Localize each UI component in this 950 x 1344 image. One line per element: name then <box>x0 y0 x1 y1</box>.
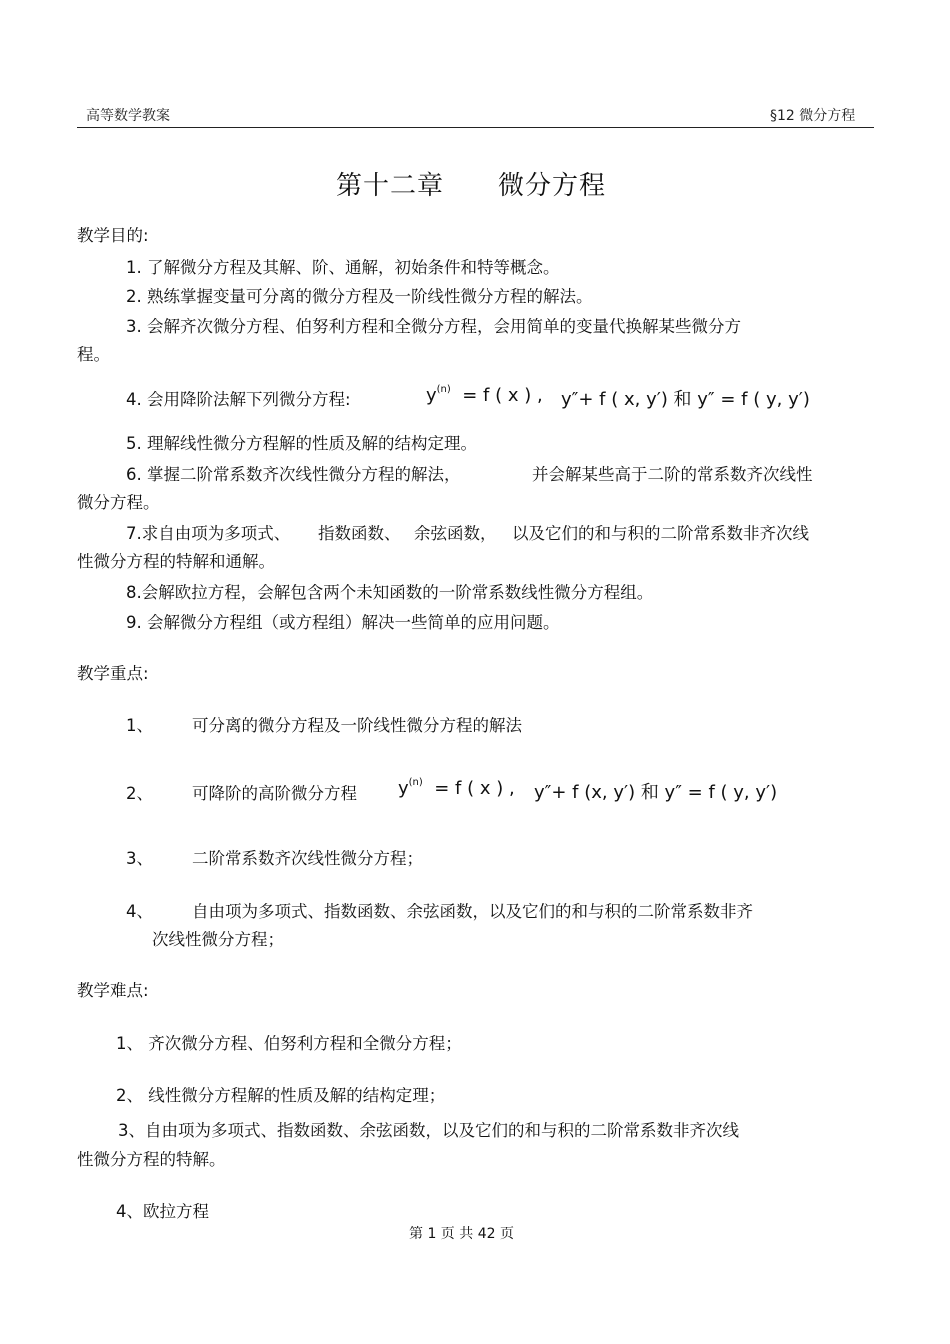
key-points-heading: 教学重点: <box>77 664 149 683</box>
key-point-item: 可降阶的高阶微分方程 <box>192 784 357 803</box>
objective-item-cont: 性微分方程的特解和通解。 <box>77 552 275 571</box>
key-point-number: 4、 <box>126 902 153 921</box>
equation-2: y″+ f ( x, y′) 和 y″ = f ( y, y′) <box>561 389 810 410</box>
chapter-number: 第十二章 <box>336 171 445 201</box>
objective-item: 3. 会解齐次微分方程、伯努利方程和全微分方程，会用简单的变量代换解某些微分方 <box>126 317 741 336</box>
key-point-item-cont: 次线性微分方程； <box>152 930 284 949</box>
objective-item: 5. 理解线性微分方程解的性质及解的结构定理。 <box>126 434 477 453</box>
objective-item: 8.会解欧拉方程，会解包含两个未知函数的一阶常系数线性微分方程组。 <box>126 583 654 602</box>
objective-item: 4. 会用降阶法解下列微分方程: <box>126 390 351 409</box>
key-point-number: 2、 <box>126 784 153 803</box>
objective-item: 1. 了解微分方程及其解、阶、通解，初始条件和特等概念。 <box>126 258 560 277</box>
difficulty-item: 1、 齐次微分方程、伯努利方程和全微分方程； <box>116 1034 462 1053</box>
chapter-title: 微分方程 <box>498 171 607 201</box>
key-point-item: 二阶常系数齐次线性微分方程； <box>192 849 423 868</box>
objective-item-part: 以及它们的和与积的二阶常系数非齐次线 <box>512 524 809 543</box>
objective-item: 9. 会解微分方程组（或方程组）解决一些简单的应用问题。 <box>126 613 560 632</box>
header-right: §12 微分方程 <box>770 108 856 124</box>
difficulty-item-cont: 性微分方程的特解。 <box>77 1150 226 1169</box>
objective-item: 2. 熟练掌握变量可分离的微分方程及一阶线性微分方程的解法。 <box>126 287 593 306</box>
key-point-number: 3、 <box>126 849 153 868</box>
equation-1: $y^{(n)} = f$ ( x ) , <box>426 384 543 406</box>
difficulties-heading: 教学难点: <box>77 981 149 1000</box>
difficulty-item: 4、欧拉方程 <box>116 1202 209 1221</box>
page-footer: 第 1 页 共 42 页 <box>409 1226 514 1242</box>
objective-item-cont: 程。 <box>77 345 110 364</box>
key-point-number: 1、 <box>126 716 153 735</box>
equation-2b: y″+ f (x, y′) 和 y″ = f ( y, y′) <box>534 782 778 803</box>
objective-item: 7.求自由项为多项式、 <box>126 524 291 543</box>
objective-item-part: 指数函数、 <box>318 524 401 543</box>
difficulty-item: 2、 线性微分方程解的性质及解的结构定理； <box>116 1086 446 1105</box>
objective-item-cont: 微分方程。 <box>77 493 160 512</box>
equation-1b: $y^{(n)} = f$ ( x ) , <box>398 777 515 799</box>
objective-item: 6. 掌握二阶常系数齐次线性微分方程的解法， <box>126 465 461 484</box>
header-divider <box>77 127 874 128</box>
header-left: 高等数学教案 <box>86 108 170 124</box>
objective-item-part: 余弦函数， <box>414 524 497 543</box>
difficulty-item: 3、自由项为多项式、指数函数、余弦函数，以及它们的和与积的二阶常系数非齐次线 <box>118 1121 739 1140</box>
key-point-item: 可分离的微分方程及一阶线性微分方程的解法 <box>192 716 522 735</box>
key-point-item: 自由项为多项式、指数函数、余弦函数，以及它们的和与积的二阶常系数非齐 <box>192 902 753 921</box>
objectives-heading: 教学目的: <box>77 226 149 245</box>
objective-item-part: 并会解某些高于二阶的常系数齐次线性 <box>532 465 813 484</box>
